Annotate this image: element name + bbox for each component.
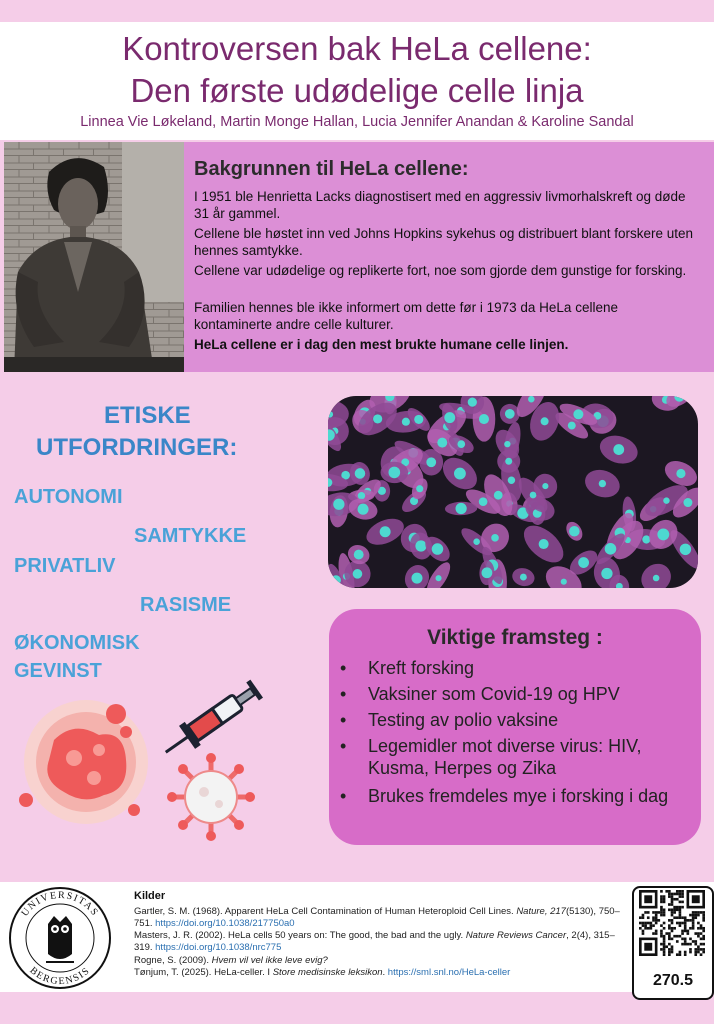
ethics-heading-line1: ETISKE [104, 402, 191, 429]
background-conclusion: HeLa cellene er i dag den mest brukte humane celle linjen. [194, 337, 569, 352]
svg-text:BERGENSIS: BERGENSIS [27, 965, 93, 988]
bullet: • [340, 684, 347, 704]
syringe-icon [162, 668, 277, 763]
cancer-cell-illustration-icon [14, 680, 164, 830]
poster-title-line2: Den første udødelige celle linja [130, 72, 584, 109]
poster-number: 270.5 [652, 972, 694, 989]
ethics-item-samtykke: SAMTYKKE [134, 525, 247, 547]
qr-code[interactable] [639, 890, 705, 956]
ethics-heading-line2: UTFORDRINGER: [36, 434, 238, 461]
ethics-item-gevinst: GEVINST [14, 660, 102, 682]
ethics-item-autonomi: AUTONOMI [14, 486, 123, 508]
ethics-item-okonomisk: ØKONOMISK [14, 632, 140, 654]
reference-4: Tønjum, T. (2025). HeLa-celler. I Store medisinske leksikon. https://sml.snl.no/HeLa-celler [134, 967, 511, 978]
virus-icon [166, 752, 256, 842]
background-paragraph-3: Cellene var udødelige og replikerte fort, noe som gjorde dem gunstige for forsking. [194, 263, 687, 278]
bullet: • [340, 786, 347, 806]
advances-heading: Viktige framsteg : [427, 626, 603, 649]
reference-2-link[interactable]: https://doi.org/10.1038/nrc775 [155, 942, 282, 953]
bullet: • [340, 736, 347, 756]
portrait-photo [4, 142, 184, 372]
reference-1-link[interactable]: https://doi.org/10.1038/217750a0 [155, 918, 295, 929]
bullet: • [340, 658, 347, 678]
reference-2: Masters, J. R. (2002). HeLa cells 50 years on: The good, the bad and the ugly. Nature Reviews Cancer, 2(4), 315–319. https://doi.org/10.1038/nrc775 [134, 930, 615, 953]
references-heading: Kilder [134, 890, 166, 902]
bottom-band [0, 992, 714, 1024]
poster-authors: Linnea Vie Løkeland, Martin Monge Hallan, Lucia Jennifer Anandan & Karoline Sandal [80, 114, 634, 130]
poster-title-line1: Kontroversen bak HeLa cellene: [122, 30, 592, 67]
bullet: • [340, 710, 347, 730]
background-paragraph-4: Familien hennes ble ikke informert om dette før i 1973 da HeLa cellene kontaminerte andre celle kulturer. [194, 300, 618, 332]
ethics-item-rasisme: RASISME [140, 594, 232, 616]
hela-cells-microscopy-image [328, 396, 698, 588]
background-heading: Bakgrunnen til HeLa cellene: [194, 158, 469, 180]
reference-4-link[interactable]: https://sml.snl.no/HeLa-celler [387, 967, 511, 978]
background-paragraph-1: I 1951 ble Henrietta Lacks diagnostisert med en aggressiv livmorhalskreft og døde 31 år gammel. [194, 189, 686, 221]
background-paragraph-2: Cellene ble høstet inn ved Johns Hopkins sykehus og distribuert blant forskere uten hennes samtykke. [194, 226, 694, 258]
university-seal-logo [6, 884, 114, 992]
svg-text:UNIVERSITAS: UNIVERSITAS [19, 889, 101, 919]
ethics-item-privatliv: PRIVATLIV [14, 555, 116, 577]
reference-1: Gartler, S. M. (1968). Apparent HeLa Cell Contamination of Human Heteroploid Cell Lines. Nature, 217(5130), 750–751. https://doi.org/10.1038/217750a0 [134, 906, 620, 929]
reference-3: Rogne, S. (2009). Hvem vil vel ikke leve evig? [134, 955, 328, 966]
top-band [0, 0, 714, 22]
